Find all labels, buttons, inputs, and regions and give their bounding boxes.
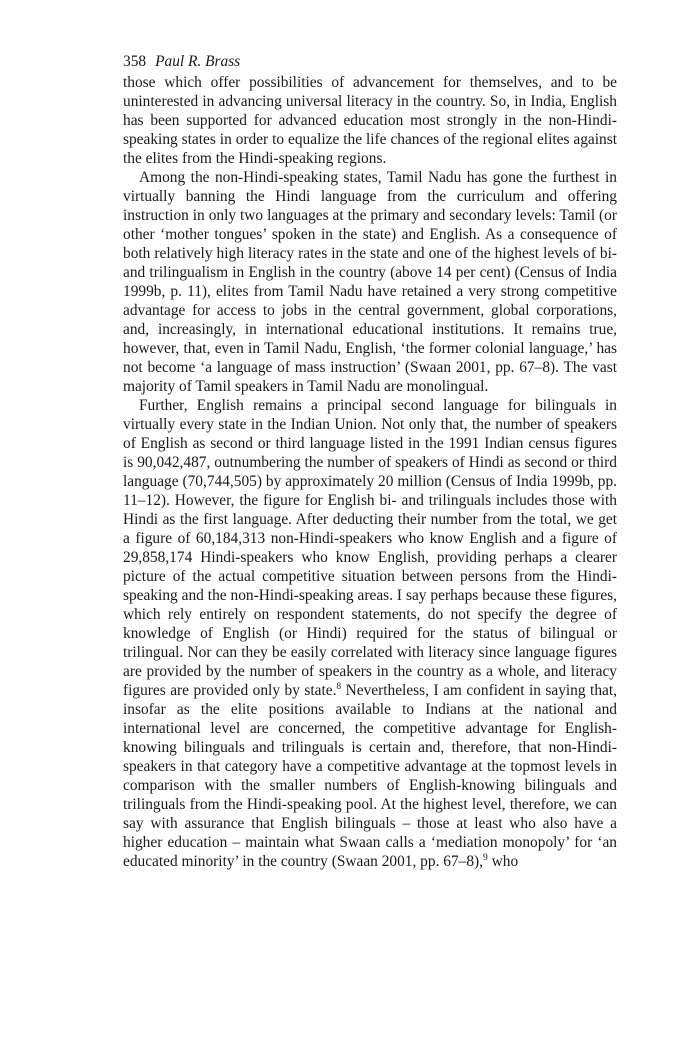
paragraph-3-text-a: Further, English remains a principal second language for bilinguals in virtually every state in the Indian Union. Not only that, the number of speakers of English as second or third language listed in the 1991 Indian census figures is 90,042,487, outnumbering the number of speakers of Hindi as second or third language (70,744,505) by approximately 20 million (Census of India 1999b, pp. 11–12). However, the figure for English bi- and trilinguals includes those with Hindi as the first language. After deducting their number from the total, we get a figure of 60,184,313 non-Hindi-speakers who know English and a figure of 29,858,174 Hindi-speakers who know English, providing perhaps a clearer picture of the actual competitive situation between persons from the Hindi-speaking and the non-Hindi-speaking areas. I say perhaps because these figures, which rely entirely on respondent statements, do not specify the degree of knowledge of English (or Hindi) required for the status of bilingual or trilingual. Nor can they be easily correlated with literacy since language figures are provided by the number of speakers in the country as a whole, and literacy figures are provided only by state. (123, 397, 617, 699)
running-head-author: Paul R. Brass (155, 53, 241, 70)
paragraph-3-text-b: Nevertheless, I am confident in saying that, insofar as the elite positions available to Indians at the national and international level are concerned, the competitive advantage for English-knowing bilinguals and trilinguals is certain and, therefore, that non-Hindi-speakers in that category have a competitive advantage at the topmost levels in comparison with the smaller numbers of English-knowing bilinguals and trilinguals from the Hindi-speaking pool. At the highest level, therefore, we can say with assurance that English bilinguals – those at least who also have a higher education – maintain what Swaan calls a ‘mediation monopoly’ for ‘an educated minority’ in the country (Swaan 2001, pp. 67–8), (123, 682, 617, 870)
paragraph-1: those which offer possibilities of advancement for themselves, and to be uninterested in advancing universal literacy in the country. So, in India, English has been supported for advanced education most strongly in the non-Hindi-speaking states in order to equalize the life chances of the regional elites against the elites from the Hindi-speaking regions. (123, 74, 617, 167)
page-number: 358 (123, 53, 147, 70)
footnote-ref-8: 8 (336, 682, 342, 692)
paragraph-3-text-c: who (487, 853, 519, 870)
footnote-ref-9: 9 (483, 853, 488, 863)
paragraph-2: Among the non-Hindi-speaking states, Tamil Nadu has gone the furthest in virtually banning the Hindi language from the curriculum and offering instruction in only two languages at the primary and secondary levels: Tamil (or other ‘mother tongues’ spoken in the state) and English. As a consequence of both relatively high literacy rates in the state and one of the highest levels of bi- and trilingualism in English in the country (above 14 per cent) (Census of India 1999b, p. 11), elites from Tamil Nadu have retained a very strong competitive advantage for access to jobs in the central government, global corporations, and, increasingly, in international educational institutions. It remains true, however, that, even in Tamil Nadu, English, ‘the former colonial language,’ has not become ‘a language of mass instruction’ (Swaan 2001, pp. 67–8). The vast majority of Tamil speakers in Tamil Nadu are monolingual. (123, 169, 617, 395)
paragraph-3 (123, 396, 617, 871)
running-head (123, 52, 617, 71)
page (123, 52, 617, 871)
